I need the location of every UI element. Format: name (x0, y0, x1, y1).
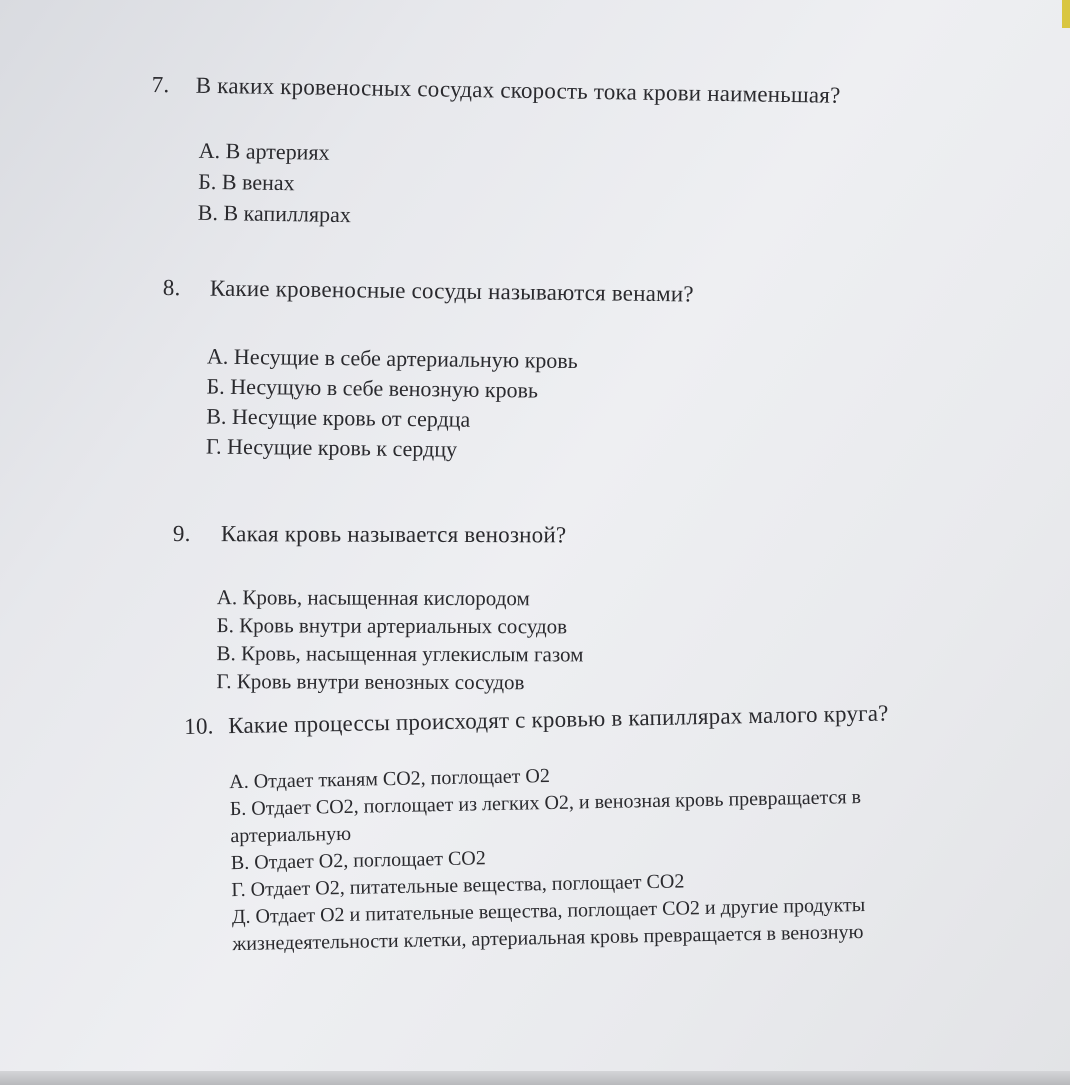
question-number: 9. (172, 521, 191, 547)
answer-option: Б. Отдает СО2, поглощает из легких О2, и венозная кровь превращается в (229, 786, 862, 821)
answer-option: В. В капиллярах (197, 199, 352, 228)
answer-options (229, 756, 893, 958)
question-7 (150, 72, 841, 238)
question-title (173, 521, 584, 548)
answer-option: А. Несущие в себе артериальную кровь (206, 343, 578, 374)
answer-option: Б. Несущую в себе венозную кровь (206, 373, 539, 403)
question-number: 10. (184, 713, 214, 739)
paper-bottom-edge (0, 1071, 1070, 1085)
question-number: 7. (151, 72, 170, 98)
answer-option: Г. Кровь внутри венозных сосудов (216, 669, 525, 695)
answer-option: Д. Отдает О2 и питательные вещества, поглощает СО2 и другие продукты (231, 893, 866, 929)
answer-option-continuation: жизнедеятельности клетки, артериальная кровь превращается в венозную (232, 920, 864, 956)
answer-options (216, 583, 583, 696)
answer-option: А. Кровь, насыщенная кислородом (216, 585, 530, 611)
question-text: В каких кровеносных сосудах скорость тока крови наименьшая? (195, 72, 841, 108)
answer-option: В. Несущие кровь от сердца (206, 403, 471, 432)
question-number: 8. (162, 275, 181, 301)
answer-option: В. Кровь, насыщенная углекислым газом (216, 641, 584, 667)
question-title (184, 700, 889, 740)
question-text: Какие процессы происходят с кровью в капиллярах малого круга? (227, 700, 889, 739)
answer-option: А. Отдает тканям СО2, поглощает О2 (229, 764, 551, 794)
answer-options (206, 342, 693, 468)
question-text: Какие кровеносные сосуды называются венами? (209, 275, 694, 307)
answer-option-continuation: артериальную (230, 822, 352, 848)
answer-options (198, 135, 840, 238)
answer-option: Г. Несущие кровь к сердцу (205, 433, 458, 462)
answer-option: Г. Отдает О2, питательные вещества, поглощает СО2 (231, 870, 685, 902)
answer-option: В. Отдает О2, поглощает СО2 (230, 847, 486, 875)
answer-option: Б. В венах (198, 168, 295, 196)
answer-option: Б. Кровь внутри артериальных сосудов (216, 613, 568, 639)
question-text: Какая кровь называется венозной? (220, 521, 567, 548)
question-10 (184, 700, 893, 958)
question-9 (172, 521, 584, 696)
question-8 (161, 275, 694, 467)
question-title (163, 275, 694, 307)
yellow-object-edge (1062, 0, 1070, 28)
question-title (152, 72, 841, 109)
answer-option: А. В артериях (198, 137, 330, 165)
